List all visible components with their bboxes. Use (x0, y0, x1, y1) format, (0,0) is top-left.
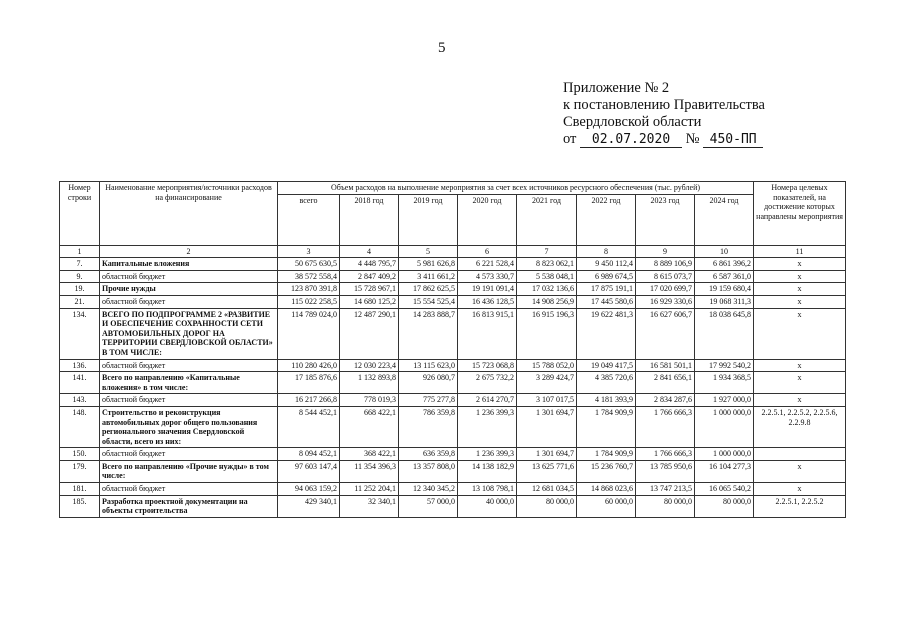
table-row (60, 406, 846, 447)
header-year: 2019 год (399, 194, 458, 245)
table-row (60, 495, 846, 517)
value-year: 1 000 000,0 (695, 406, 754, 447)
row-name: областной бюджет (100, 448, 278, 461)
table-body (60, 258, 846, 518)
row-targets: 2.2.5.1, 2.2.5.2, 2.2.5.6, 2.2.9.8 (754, 406, 846, 447)
value-year: 17 020 699,7 (636, 283, 695, 296)
value-year: 368 422,1 (340, 448, 399, 461)
table-row (60, 359, 846, 372)
value-year: 636 359,8 (399, 448, 458, 461)
value-year: 19 622 481,3 (577, 308, 636, 359)
value-year: 3 107 017,5 (517, 394, 577, 407)
value-year: 16 915 196,3 (517, 308, 577, 359)
value-year: 15 723 068,8 (458, 359, 517, 372)
value-year: 14 868 023,6 (577, 483, 636, 496)
value-year: 4 448 795,7 (340, 258, 399, 271)
row-name: Капитальные вложения (100, 258, 278, 271)
table-row (60, 448, 846, 461)
row-number: 185. (60, 495, 100, 517)
value-year: 15 554 525,4 (399, 295, 458, 308)
row-targets (754, 448, 846, 461)
header-year: 2023 год (636, 194, 695, 245)
value-year: 8 615 073,7 (636, 270, 695, 283)
row-number: 19. (60, 283, 100, 296)
column-number: 8 (577, 245, 636, 258)
value-year: 17 862 625,5 (399, 283, 458, 296)
value-total: 114 789 024,0 (278, 308, 340, 359)
value-total: 8 544 452,1 (278, 406, 340, 447)
value-total: 97 603 147,4 (278, 460, 340, 482)
value-total: 38 572 558,4 (278, 270, 340, 283)
row-number: 148. (60, 406, 100, 447)
value-year: 19 068 311,3 (695, 295, 754, 308)
table-row (60, 295, 846, 308)
value-total: 110 280 426,0 (278, 359, 340, 372)
row-name: областной бюджет (100, 295, 278, 308)
value-year: 80 000,0 (695, 495, 754, 517)
value-year: 12 340 345,2 (399, 483, 458, 496)
annex-title: Приложение № 2 (563, 80, 670, 96)
value-year: 11 354 396,3 (340, 460, 399, 482)
value-year: 17 992 540,2 (695, 359, 754, 372)
value-year: 8 823 062,1 (517, 258, 577, 271)
row-name: Прочие нужды (100, 283, 278, 296)
value-year: 14 283 888,7 (399, 308, 458, 359)
header-year: 2022 год (577, 194, 636, 245)
value-total: 429 340,1 (278, 495, 340, 517)
value-year: 17 875 191,1 (577, 283, 636, 296)
value-year: 1 934 368,5 (695, 372, 754, 394)
value-total: 8 094 452,1 (278, 448, 340, 461)
value-year: 5 981 626,8 (399, 258, 458, 271)
value-year: 775 277,8 (399, 394, 458, 407)
value-year: 12 487 290,1 (340, 308, 399, 359)
table-row (60, 308, 846, 359)
value-year: 6 221 528,4 (458, 258, 517, 271)
value-year: 15 788 052,0 (517, 359, 577, 372)
value-year: 80 000,0 (517, 495, 577, 517)
value-year: 13 108 798,1 (458, 483, 517, 496)
annex-subtitle: к постановлению Правительства (563, 97, 765, 113)
value-year: 1 236 399,3 (458, 406, 517, 447)
value-year: 2 675 732,2 (458, 372, 517, 394)
row-name: Всего по направлению «Прочие нужды» в том числе: (100, 460, 278, 482)
value-year: 14 680 125,2 (340, 295, 399, 308)
value-year: 5 538 048,1 (517, 270, 577, 283)
row-name: областной бюджет (100, 270, 278, 283)
annex-header (563, 80, 765, 148)
column-number: 11 (754, 245, 846, 258)
row-targets: x (754, 308, 846, 359)
row-name: Разработка проектной документации на объекты строительства (100, 495, 278, 517)
row-name: Всего по направлению «Капитальные вложения» в том числе: (100, 372, 278, 394)
row-targets: x (754, 295, 846, 308)
value-year: 60 000,0 (577, 495, 636, 517)
column-number: 6 (458, 245, 517, 258)
column-number: 9 (636, 245, 695, 258)
row-targets: x (754, 270, 846, 283)
value-total: 115 022 258,5 (278, 295, 340, 308)
value-year: 1 301 694,7 (517, 448, 577, 461)
value-year: 16 627 606,7 (636, 308, 695, 359)
value-year: 6 989 674,5 (577, 270, 636, 283)
value-year: 16 813 915,1 (458, 308, 517, 359)
table-row (60, 394, 846, 407)
value-year: 2 841 656,1 (636, 372, 695, 394)
column-number: 2 (100, 245, 278, 258)
value-year: 1 784 909,9 (577, 448, 636, 461)
value-year: 4 181 393,9 (577, 394, 636, 407)
table-row (60, 460, 846, 482)
value-year: 3 411 661,2 (399, 270, 458, 283)
row-name: областной бюджет (100, 483, 278, 496)
value-year: 13 357 808,0 (399, 460, 458, 482)
table-row (60, 258, 846, 271)
value-year: 16 929 330,6 (636, 295, 695, 308)
row-targets: x (754, 460, 846, 482)
row-targets: x (754, 258, 846, 271)
row-number: 134. (60, 308, 100, 359)
row-name: ВСЕГО ПО ПОДПРОГРАММЕ 2 «РАЗВИТИЕ И ОБЕСПЕЧЕНИЕ СОХРАННОСТИ СЕТИ АВТОМОБИЛЬНЫХ ДОРОГ НА ТЕРРИТОРИИ СВЕРДЛОВСКОЙ ОБЛАСТИ» В ТОМ ЧИСЛЕ: (100, 308, 278, 359)
row-number: 143. (60, 394, 100, 407)
value-year: 18 038 645,8 (695, 308, 754, 359)
value-year: 1 766 666,3 (636, 406, 695, 447)
value-total: 17 185 876,6 (278, 372, 340, 394)
value-year: 668 422,1 (340, 406, 399, 447)
column-number: 7 (517, 245, 577, 258)
number-label: № (685, 131, 700, 147)
value-year: 1 132 893,8 (340, 372, 399, 394)
value-year: 926 080,7 (399, 372, 458, 394)
row-targets: x (754, 394, 846, 407)
value-year: 19 049 417,5 (577, 359, 636, 372)
table-row (60, 372, 846, 394)
column-number: 10 (695, 245, 754, 258)
value-year: 19 191 091,4 (458, 283, 517, 296)
table-row (60, 270, 846, 283)
row-number: 179. (60, 460, 100, 482)
value-year: 1 927 000,0 (695, 394, 754, 407)
value-year: 13 785 950,6 (636, 460, 695, 482)
expenditure-table (59, 181, 846, 518)
value-year: 15 728 967,1 (340, 283, 399, 296)
column-number: 4 (340, 245, 399, 258)
value-year: 16 581 501,1 (636, 359, 695, 372)
row-targets: x (754, 483, 846, 496)
row-targets: x (754, 372, 846, 394)
value-year: 1 000 000,0 (695, 448, 754, 461)
value-year: 2 614 270,7 (458, 394, 517, 407)
table-row (60, 483, 846, 496)
resolution-number: 450-ПП (703, 132, 763, 148)
header-year: 2020 год (458, 194, 517, 245)
value-year: 3 289 424,7 (517, 372, 577, 394)
column-number: 5 (399, 245, 458, 258)
value-year: 9 450 112,4 (577, 258, 636, 271)
value-year: 19 159 680,4 (695, 283, 754, 296)
row-name: областной бюджет (100, 394, 278, 407)
value-year: 13 115 623,0 (399, 359, 458, 372)
value-total: 94 063 159,2 (278, 483, 340, 496)
value-year: 1 784 909,9 (577, 406, 636, 447)
column-number: 3 (278, 245, 340, 258)
value-year: 80 000,0 (636, 495, 695, 517)
row-number: 136. (60, 359, 100, 372)
table-row (60, 283, 846, 296)
value-year: 778 019,3 (340, 394, 399, 407)
annex-date-line (563, 131, 765, 148)
header-row-number: Номер строки (60, 182, 100, 246)
value-year: 786 359,8 (399, 406, 458, 447)
value-year: 17 445 580,6 (577, 295, 636, 308)
value-year: 12 681 034,5 (517, 483, 577, 496)
value-year: 8 889 106,9 (636, 258, 695, 271)
row-number: 7. (60, 258, 100, 271)
header-year: 2024 год (695, 194, 754, 245)
value-year: 1 301 694,7 (517, 406, 577, 447)
value-year: 57 000,0 (399, 495, 458, 517)
header-year: 2018 год (340, 194, 399, 245)
value-year: 14 908 256,9 (517, 295, 577, 308)
header-total: всего (278, 194, 340, 245)
value-year: 6 861 396,2 (695, 258, 754, 271)
column-number: 1 (60, 245, 100, 258)
row-number: 9. (60, 270, 100, 283)
row-name: Строительство и реконструкция автомобильных дорог общего пользования регионального значения Свердловской области, всего из них: (100, 406, 278, 447)
header-name: Наименование мероприятия/источники расходов на финансирование (100, 182, 278, 246)
value-total: 16 217 266,8 (278, 394, 340, 407)
value-total: 50 675 630,5 (278, 258, 340, 271)
value-year: 2 834 287,6 (636, 394, 695, 407)
value-year: 14 138 182,9 (458, 460, 517, 482)
value-year: 16 104 277,3 (695, 460, 754, 482)
value-year: 13 747 213,5 (636, 483, 695, 496)
value-year: 17 032 136,6 (517, 283, 577, 296)
value-year: 11 252 204,1 (340, 483, 399, 496)
row-targets: x (754, 359, 846, 372)
row-name: областной бюджет (100, 359, 278, 372)
from-label: от (563, 131, 577, 147)
value-year: 1 236 399,3 (458, 448, 517, 461)
value-year: 15 236 760,7 (577, 460, 636, 482)
row-targets: 2.2.5.1, 2.2.5.2 (754, 495, 846, 517)
row-targets: x (754, 283, 846, 296)
annex-region: Свердловской области (563, 114, 702, 130)
row-number: 141. (60, 372, 100, 394)
value-year: 4 573 330,7 (458, 270, 517, 283)
value-year: 4 385 720,6 (577, 372, 636, 394)
column-number-row (60, 245, 846, 258)
row-number: 21. (60, 295, 100, 308)
value-year: 40 000,0 (458, 495, 517, 517)
row-number: 150. (60, 448, 100, 461)
header-targets: Номера целевых показателей, на достижение которых направлены мероприятия (754, 182, 846, 246)
value-total: 123 870 391,8 (278, 283, 340, 296)
value-year: 16 436 128,5 (458, 295, 517, 308)
row-number: 181. (60, 483, 100, 496)
value-year: 16 065 540,2 (695, 483, 754, 496)
value-year: 12 030 223,4 (340, 359, 399, 372)
header-year: 2021 год (517, 194, 577, 245)
value-year: 6 587 361,0 (695, 270, 754, 283)
header-volume-group: Объем расходов на выполнение мероприятия за счет всех источников ресурсного обеспечения (тыс. рублей) (278, 182, 754, 195)
value-year: 13 625 771,6 (517, 460, 577, 482)
resolution-date: 02.07.2020 (580, 132, 682, 148)
value-year: 2 847 409,2 (340, 270, 399, 283)
value-year: 32 340,1 (340, 495, 399, 517)
value-year: 1 766 666,3 (636, 448, 695, 461)
page-number: 5 (438, 40, 446, 56)
